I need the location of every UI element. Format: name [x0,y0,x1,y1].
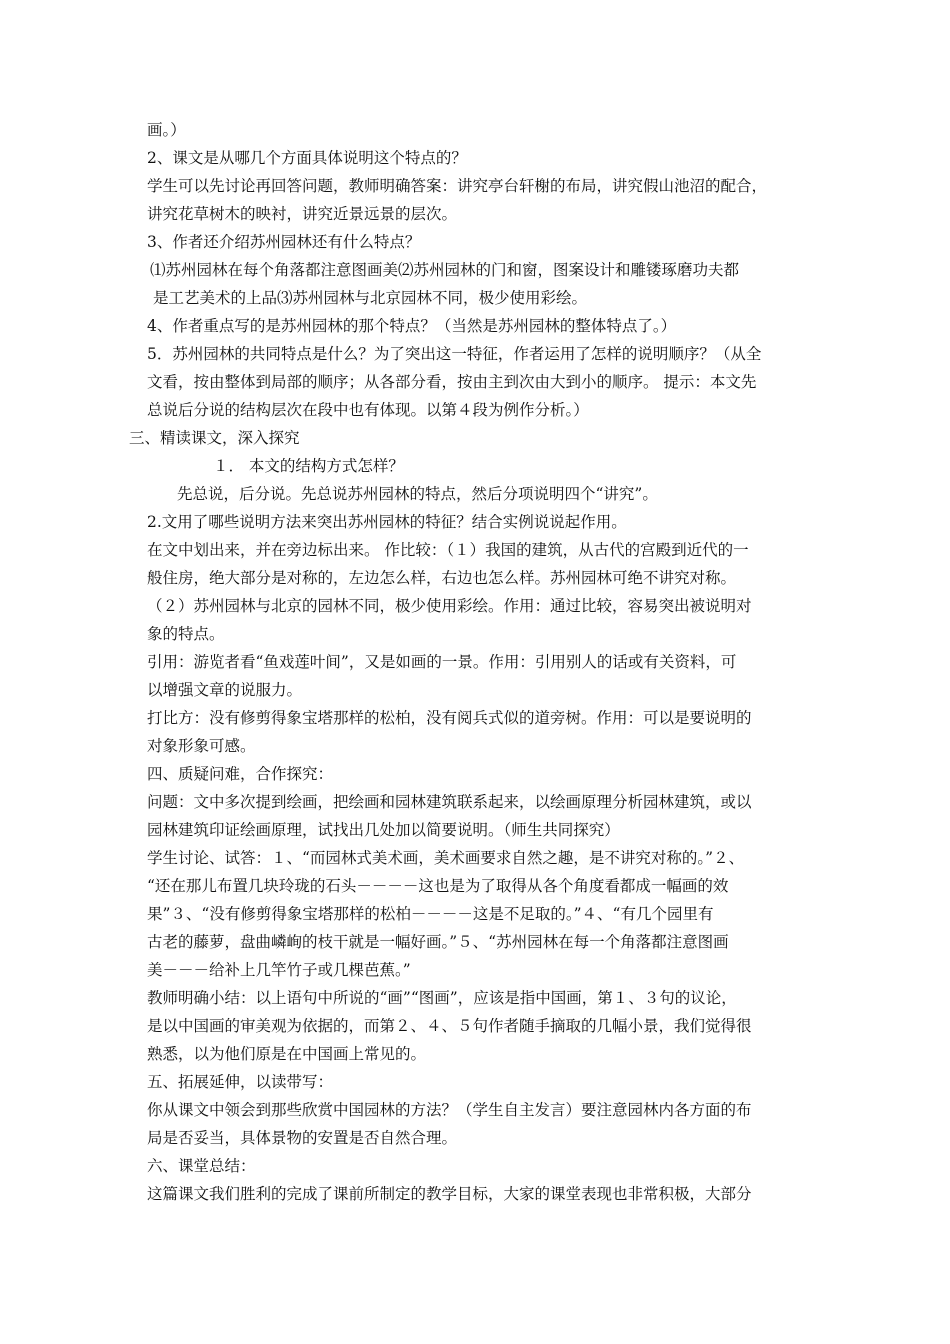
text-line: 象的特点。 [147,625,225,643]
text-line: 2.文用了哪些说明方法来突出苏州园林的特征？结合实例说说起作用。 [147,513,627,531]
text-line: 果”３、“没有修剪得象宝塔那样的松柏－－－－这是不足取的。”４、“有几个园里有 [147,905,714,923]
section-heading-4: 四、质疑问难，合作探究： [147,765,334,783]
question-5: 5．苏州园林的共同特点是什么？为了突出这一特征，作者运用了怎样的说明顺序？（从全 [147,345,762,363]
text-line: 美－－－给补上几竿竹子或几棵芭蕉。” [147,961,411,979]
text-line: 对象形象可感。 [147,737,256,755]
text-line: 学生讨论、试答：１、“而园林式美术画，美术画要求自然之趣，是不讲究对称的。”２、 [147,849,745,867]
question-2: 2、课文是从哪几个方面具体说明这个特点的？ [147,149,467,167]
text-line: 熟悉，以为他们原是在中国画上常见的。 [147,1045,427,1063]
text-line: 讲究花草树木的映衬，讲究近景远景的层次。 [147,205,458,223]
text-line: 总说后分说的结构层次在段中也有体现。以第４段为例作分析。） [147,401,589,419]
text-line: 在文中划出来，并在旁边标出来。 作比较：（１）我国的建筑，从古代的宫殿到近代的一 [147,541,749,559]
text-line: 文看，按由整体到局部的顺序；从各部分看，按由主到次由大到小的顺序。 提示：本文先 [147,373,757,391]
question-3: 3、作者还介绍苏州园林还有什么特点？ [147,233,421,251]
text-line: 是以中国画的审美观为依据的，而第２、４、５句作者随手摘取的几幅小景，我们觉得很 [147,1017,752,1035]
text-line: 引用：游览者看“鱼戏莲叶间”，又是如画的一景。作用：引用别人的话或有关资料，可 [147,653,737,671]
section-heading-3: 三、精读课文，深入探究 [129,429,300,447]
text-line: 园林建筑印证绘画原理，试找出几处加以简要说明。（师生共同探究） [147,821,620,839]
question-4: 4、作者重点写的是苏州园林的那个特点？（当然是苏州园林的整体特点了。） [147,317,677,335]
text-line: 局是否妥当，具体景物的安置是否自然合理。 [147,1129,458,1147]
text-line: 问题：文中多次提到绘画，把绘画和园林建筑联系起来，以绘画原理分析园林建筑，或以 [147,793,752,811]
text-line: 古老的藤萝，盘曲嶙峋的枝干就是一幅好画。”５、“苏州园林在每一个角落都注意图画 [147,933,729,951]
section-heading-5: 五、拓展延伸，以读带写： [147,1073,334,1091]
text-line: ⑴苏州园林在每个角落都注意图画美⑵苏州园林的门和窗，图案设计和雕镂琢磨功夫都 [150,261,740,279]
text-line: １． 本文的结构方式怎样？ [213,457,404,475]
text-line: 是工艺美术的上品⑶苏州园林与北京园林不同，极少使用彩绘。 [153,289,588,307]
section-heading-6: 六、课堂总结： [147,1157,256,1175]
text-line: 你从课文中领会到那些欣赏中国园林的方法？（学生自主发言）要注意园林内各方面的布 [147,1101,752,1119]
text-line: 这篇课文我们胜利的完成了课前所制定的教学目标，大家的课堂表现也非常积极，大部分 [147,1185,752,1203]
text-line: 打比方：没有修剪得象宝塔那样的松柏，没有阅兵式似的道旁树。作用：可以是要说明的 [147,709,752,727]
text-line: “还在那儿布置几块玲珑的石头－－－－这也是为了取得从各个角度看都成一幅画的效 [147,877,729,895]
text-line: 以增强文章的说服力。 [147,681,303,699]
text-line: （２）苏州园林与北京的园林不同，极少使用彩绘。作用：通过比较，容易突出被说明对 [147,597,752,615]
text-line: 学生可以先讨论再回答问题，教师明确答案：讲究亭台轩榭的布局，讲究假山池沼的配合， [147,177,768,195]
text-line: 教师明确小结：以上语句中所说的“画”“图画”，应该是指中国画，第１、３句的议论， [147,989,737,1007]
text-line: 画。） [147,121,186,139]
text-line: 般住房，绝大部分是对称的，左边怎么样，右边也怎么样。苏州园林可绝不讲究对称。 [147,569,737,587]
text-line: 先总说，后分说。先总说苏州园林的特点，然后分项说明四个“讲究”。 [177,485,658,503]
